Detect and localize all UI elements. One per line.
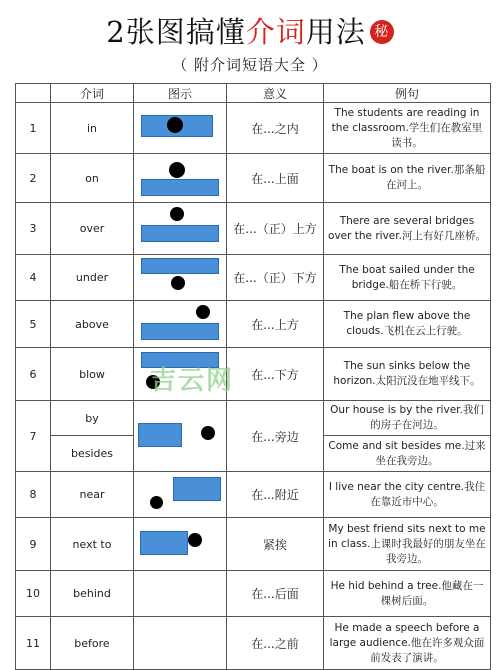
preposition: in: [51, 103, 134, 154]
example: Come and sit besides me.过来坐在我旁边。: [324, 436, 491, 472]
preposition: near: [51, 472, 134, 518]
preposition-table: [15, 83, 491, 670]
row-number: 3: [16, 203, 51, 255]
example: The students are reading in the classroom.学生们在教室里读书。: [324, 103, 491, 154]
table-row: [16, 571, 491, 617]
example: I live near the city centre.我住在靠近市中心。: [324, 472, 491, 518]
row-number: 11: [16, 617, 51, 670]
meaning: 在...上方: [227, 301, 324, 348]
diagram-under: [134, 255, 227, 301]
diagram-above: [134, 301, 227, 348]
example: The sun sinks below the horizon.太阳沉没在地平线下。: [324, 348, 491, 401]
example: He hid behind a tree.他藏在一棵树后面。: [324, 571, 491, 617]
preposition: above: [51, 301, 134, 348]
example: My best friend sits next to me in class.上课时我最好的朋友坐在我旁边。: [324, 518, 491, 571]
block-shape: [140, 531, 188, 555]
meaning: 在...（正）上方: [227, 203, 324, 255]
header-num: [16, 84, 51, 103]
row-number: 4: [16, 255, 51, 301]
table-row: [16, 348, 491, 401]
preposition: behind: [51, 571, 134, 617]
preposition: over: [51, 203, 134, 255]
meaning: 在...之前: [227, 617, 324, 670]
preposition: before: [51, 617, 134, 670]
dot-shape: [201, 426, 215, 440]
table-row: [16, 203, 491, 255]
diagram-behind: [134, 571, 227, 617]
block-shape: [141, 323, 219, 340]
row-number: 7: [16, 401, 51, 472]
meaning: 紧挨: [227, 518, 324, 571]
table-row: [16, 154, 491, 203]
example: The boat sailed under the bridge.船在桥下行驶。: [324, 255, 491, 301]
watermark: 吉云网: [150, 366, 235, 396]
table-row: [16, 301, 491, 348]
example: There are several bridges over the river.河上有好几座桥。: [324, 203, 491, 255]
block-shape: [173, 477, 221, 501]
table-row: [16, 617, 491, 670]
dot-shape: [169, 162, 185, 178]
preposition: besides: [51, 436, 134, 472]
block-shape: [141, 258, 219, 274]
secret-badge: 秘: [370, 20, 394, 44]
example: He made a speech before a large audience.他在许多观众面前发表了演讲。: [324, 617, 491, 670]
table-row: [16, 255, 491, 301]
header: [0, 0, 500, 82]
dot-shape: [188, 533, 202, 547]
meaning: 在...旁边: [227, 401, 324, 472]
diagram-over: [134, 203, 227, 255]
example: Our house is by the river.我们的房子在河边。: [324, 401, 491, 436]
dot-shape: [170, 207, 184, 221]
diagram-on: [134, 154, 227, 203]
dot-shape: [171, 276, 185, 290]
diagram-near: [134, 472, 227, 518]
page-title: [0, 10, 500, 51]
dot-shape: [196, 305, 210, 319]
header-example: 例句: [324, 84, 491, 103]
meaning: 在...之内: [227, 103, 324, 154]
table-row: [16, 518, 491, 571]
header-icon: 图示: [134, 84, 227, 103]
row-number: 9: [16, 518, 51, 571]
diagram-next-to: [134, 518, 227, 571]
diagram-in: [134, 103, 227, 154]
title-prefix: 2张图搞懂: [106, 15, 246, 49]
preposition: on: [51, 154, 134, 203]
block-shape: [141, 225, 219, 242]
title-highlight: 介词: [245, 15, 306, 49]
row-number: 10: [16, 571, 51, 617]
title-suffix: 用法: [305, 15, 366, 49]
page-subtitle: （ 附介词短语大全 ）: [172, 56, 328, 74]
row-number: 6: [16, 348, 51, 401]
table-row: [16, 472, 491, 518]
row-number: 5: [16, 301, 51, 348]
table-row: [16, 401, 491, 436]
block-shape: [138, 423, 182, 447]
meaning: 在...附近: [227, 472, 324, 518]
example: The boat is on the river.那条船在河上。: [324, 154, 491, 203]
header-prep: 介词: [51, 84, 134, 103]
meaning: 在...后面: [227, 571, 324, 617]
preposition: by: [51, 401, 134, 436]
row-number: 1: [16, 103, 51, 154]
block-shape: [141, 179, 219, 196]
meaning: 在...（正）下方: [227, 255, 324, 301]
meaning: 在...下方: [227, 348, 324, 401]
diagram-beside: [134, 401, 227, 472]
preposition: under: [51, 255, 134, 301]
diagram-before: [134, 617, 227, 670]
row-number: 8: [16, 472, 51, 518]
dot-shape: [150, 496, 163, 509]
table-header-row: [16, 84, 491, 103]
example: The plan flew above the clouds.飞机在云上行驶。: [324, 301, 491, 348]
meaning: 在...上面: [227, 154, 324, 203]
dot-shape: [167, 117, 183, 133]
preposition: blow: [51, 348, 134, 401]
table-row: [16, 103, 491, 154]
row-number: 2: [16, 154, 51, 203]
header-meaning: 意义: [227, 84, 324, 103]
preposition: next to: [51, 518, 134, 571]
